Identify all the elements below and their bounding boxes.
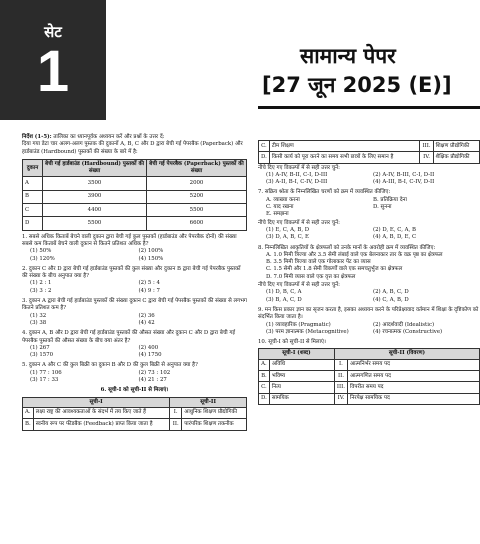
table-cell: 5500 (147, 204, 247, 217)
instructions-text: तालिका का ध्यानपूर्वक अध्ययन करें और प्रश्नों के उत्तर दें: (53, 134, 165, 140)
table-cell: II. (170, 419, 182, 430)
option: (3) B, A, C, D (266, 296, 302, 303)
question-7 (258, 189, 480, 241)
table-row (23, 190, 247, 203)
exam-date: [27 जून 2025 (E)] (262, 73, 452, 97)
table-cell: शैक्षिक प्रौद्योगिकी (433, 152, 479, 163)
option: (3) 38 (30, 319, 47, 326)
option: (4) 9 : 7 (138, 287, 160, 294)
table-cell: C. (259, 382, 270, 393)
question-stem: 9. मन किस प्रकार ज्ञान का सृजन करता है, इसका अध्ययन करने के परिप्रेक्ष्यवाद वर्तमान में शिक्षा के दृष्टिकोण को संदर्भित किया जाता है। (258, 306, 479, 321)
table-cell: I. (334, 359, 347, 370)
option: (2) A, B, C, D (373, 289, 409, 296)
statement-list (258, 197, 480, 219)
question-6 (22, 387, 247, 430)
table-cell: B. (23, 419, 34, 430)
option: (3) 3 : 2 (30, 287, 52, 294)
option: (3) 120% (30, 255, 55, 262)
left-column (22, 134, 247, 431)
option: (1) व्यावहारिक (Pragmatic) (266, 321, 331, 328)
option: (4) 21 : 27 (138, 377, 167, 384)
instructions (22, 134, 247, 156)
header-rule (258, 106, 480, 109)
option: (2) 100% (138, 248, 164, 255)
table-cell: IV. (420, 152, 433, 163)
question-3 (22, 298, 247, 327)
question-2 (22, 266, 247, 295)
table-cell: III. (334, 382, 347, 393)
question-4 (22, 330, 247, 359)
option: (4) A-III, B-I, C-IV, D-II (373, 179, 435, 186)
question-10 (258, 339, 480, 405)
question-options (258, 172, 480, 187)
table-row (259, 371, 480, 382)
question-stem: 10. सूची-I को सूची-II से मिलाएं। (258, 339, 326, 346)
table-cell: 2000 (147, 177, 247, 190)
answer-prompt: नीचे दिए गए विकल्पों में से सही उत्तर चुनें: (258, 164, 340, 171)
statement-list (258, 252, 480, 281)
table-header: बेची गई हार्डबाउंड (Hardbound) पुस्तकों की संख्या (43, 159, 147, 177)
table-cell: भविष्य (269, 371, 334, 382)
question-9 (258, 307, 480, 336)
option: (1) D, B, C, A (266, 289, 302, 296)
page-title: सामान्य पेपर (300, 44, 396, 68)
instructions-label: निर्देश (1-5): (22, 134, 52, 140)
question-5 (22, 362, 247, 384)
table-cell: 6600 (147, 217, 247, 230)
table-cell: आत्मगणित समय पद (348, 371, 480, 382)
option: (3) A-II, B-I, C-IV, D-III (266, 179, 328, 186)
table-header: दुकान (23, 159, 43, 177)
table-cell: 4400 (43, 204, 147, 217)
table-row (259, 382, 480, 393)
option: (1) 50% (30, 248, 52, 255)
list-item: B. 3.5 मिमी त्रिज्या वाले एक गोलाकार पेंट का व्यास (266, 259, 371, 266)
option: (2) 5 : 4 (138, 280, 160, 287)
table-cell: I. (170, 407, 182, 418)
option: (3) 17 : 33 (30, 377, 59, 384)
option: (2) 73 : 102 (138, 369, 171, 376)
option: (4) 42 (138, 319, 155, 326)
table-cell: C. (259, 141, 270, 152)
question-stem: 4. दुकान A, B और D द्वारा बेची गई हार्डबाउंड पुस्तकों की औसत संख्या और दुकान C और D द्वारा बेची गई पेपरबैक पुस्तकों की औसत संख्या के बीच क्या अंतर है? (22, 330, 236, 344)
table-cell: 3900 (43, 190, 147, 203)
option: (1) 32 (30, 312, 47, 319)
table-cell: A (23, 177, 43, 190)
instructions-detail: दिया गया डेटा चार अलग-अलग पुस्तक की दुकानों A, B, C और D द्वारा बेची गई पेपरबैक (Paperback) और हार्डबाउंड (Hardbound) पुस्तकों की संख्या के बारे में है: (22, 141, 243, 155)
option: (3) 1570 (30, 352, 54, 359)
table-header-row (259, 349, 480, 359)
set-label: सेट (44, 23, 62, 41)
table-row (23, 407, 247, 418)
option: (4) A, B, D, E, C (373, 234, 417, 241)
table-row (23, 177, 247, 190)
list-item: B. प्रतिक्रिया देना (373, 196, 407, 203)
table-header: सूची-II (170, 397, 247, 407)
right-column (258, 140, 480, 405)
option: (4) 150% (138, 255, 164, 262)
table-cell: अविधि (269, 359, 334, 370)
table-cell: A. (23, 407, 34, 418)
question-stem: 8. निम्नलिखित आकृतियों के क्षेत्रफलों को उनके मानों के अवरोही क्रम में व्यवस्थित कीजिए: (258, 244, 436, 251)
option: (4) 1750 (138, 352, 162, 359)
table-cell: B. (259, 371, 270, 382)
table-header-row (23, 159, 247, 177)
table-row (259, 393, 480, 404)
sales-table (22, 159, 247, 231)
table-row (259, 359, 480, 370)
question-options (22, 345, 247, 360)
table-cell: नित्य (269, 382, 334, 393)
table-cell: D. (259, 152, 270, 163)
question-stem: 2. दुकान C और D द्वारा बेची गई हार्डबाउंड पुस्तकों की कुल संख्या और दुकान B द्वारा बेची गई पेपरबैक पुस्तकों की संख्या के बीच अनुपात क्या है? (22, 265, 241, 280)
question-8 (258, 245, 480, 304)
list-item: D. सुनना (373, 204, 392, 211)
question-stem: 5. दुकान A और C की कुल बिक्री का दुकान B और D की कुल बिक्री से अनुपात क्या है? (22, 362, 198, 369)
set-number: 1 (36, 39, 70, 104)
option: (1) E, C, A, B, D (266, 226, 310, 233)
table-cell: निरपेक्ष सामयिक पद (348, 393, 480, 404)
question-options (258, 227, 480, 242)
option: (3) D, A, B, C, E (266, 234, 309, 241)
question-options (22, 280, 247, 295)
option: (1) 77 : 106 (30, 369, 62, 376)
table-cell: D. (259, 393, 270, 404)
table-cell: सामयिक (269, 393, 334, 404)
question-1 (22, 234, 247, 263)
table-header: सूची-II (विवरण) (334, 349, 479, 359)
option: (3) परम ज्ञानात्मक (Metacognitive) (266, 328, 349, 335)
table-cell: किसी कार्य को पूरा करने का समय सभी छात्रों के लिए समान है (269, 152, 420, 163)
table-cell: लक्ष्य राष्ट्र की आवश्यकताओं के संदर्भ में तय किए जाते हैं (33, 407, 170, 418)
table-cell: टीम शिक्षण (269, 141, 420, 152)
answer-prompt: नीचे दिए गए विकल्पों में से सही उत्तर चुनें: (258, 282, 340, 289)
option: (1) A-IV, B-II, C-I, D-III (266, 171, 328, 178)
option: (2) आदर्शवादी (Idealistic) (373, 321, 435, 328)
table-cell: शिक्षण प्रौद्योगिकी (433, 141, 479, 152)
list-item: C. 1.5 सेमी और 1.8 सेमी विकर्णों वाले एक समचतुर्भुज का क्षेत्रफल (266, 266, 403, 273)
table-cell: विपरीत समय पद (348, 382, 480, 393)
question-stem: 7. सक्रिय श्रोता के निम्नलिखित चरणों को क्रम में व्यवस्थित कीजिए: (258, 189, 391, 196)
question-options (258, 289, 480, 304)
list-item: E. समझना (266, 211, 289, 218)
table-cell: 5200 (147, 190, 247, 203)
table-cell: B (23, 190, 43, 203)
question-stem: 3. दुकान A द्वारा बेची गई हार्डबाउंड पुस्तकों की संख्या दुकान C द्वारा बेची गई पेपरबैक पुस्तकों की संख्या से लगभग कितने प्रतिशत कम है? (22, 298, 247, 312)
question-options (22, 370, 247, 385)
table-row (259, 141, 480, 152)
match-table-continued (258, 140, 480, 164)
table-cell: III. (420, 141, 433, 152)
option: (1) 267 (30, 344, 50, 351)
answer-prompt: नीचे दिए गए विकल्पों में से सही उत्तर चुनें: (258, 219, 340, 226)
list-item: C. याद रखना (266, 204, 294, 211)
option: (2) A-IV, B-III, C-I, D-II (373, 171, 435, 178)
table-cell: 3500 (43, 177, 147, 190)
option: (2) 36 (138, 312, 155, 319)
list-item: D. 7.0 मिमी व्यास वाले एक वृत्त का क्षेत्रफल (266, 273, 356, 280)
list-item: A. व्याख्या करना (266, 196, 300, 203)
table-cell: पारंपरिक शिक्षण तकनीक (182, 419, 247, 430)
set-badge (0, 0, 106, 120)
table-cell: A. (259, 359, 270, 370)
table-cell: C (23, 204, 43, 217)
option: (4) C, A, B, D (373, 296, 409, 303)
question-stem: 6. सूची-I को सूची-II से मिलाएं। (100, 387, 169, 394)
question-options (258, 322, 480, 337)
table-cell: IV. (334, 393, 347, 404)
table-cell: आधुनिक शिक्षण प्रौद्योगिकी (182, 407, 247, 418)
table-row (259, 152, 480, 163)
table-row (23, 204, 247, 217)
question-options (22, 313, 247, 328)
option: (1) 2 : 1 (30, 280, 52, 287)
table-header-row (23, 397, 247, 407)
option: (4) रचनात्मक (Constructive) (373, 328, 443, 335)
table-cell: D (23, 217, 43, 230)
question-options (22, 248, 247, 263)
table-row (23, 217, 247, 230)
question-stem: 1. सबसे अधिक किताबें बेचने वाली दुकान द्वारा बेची गई कुल पुस्तकों (हार्डबाउंड और पेपरबैक दोनों) की संख्या सबसे कम किताबें बेचने वाली दुकान से कितने प्रतिशत अधिक है? (22, 233, 237, 247)
table-cell: II. (334, 371, 347, 382)
table-cell: 5500 (43, 217, 147, 230)
match-table (258, 348, 480, 404)
option: (2) D, E, C, A, B (373, 226, 416, 233)
table-row (23, 419, 247, 430)
table-header: बेची गई पेपरबैक (Paperback) पुस्तकों की संख्या (147, 159, 247, 177)
table-cell: स्वनीय रूप पर फीडबैक (Feedback) प्राप्त किया जाता है (33, 419, 170, 430)
table-cell: आत्मनिर्भर समय पद (348, 359, 480, 370)
option: (2) 400 (138, 344, 159, 351)
list-item: A. 1.0 मिमी त्रिज्या और 3.5 सेमी लंबाई वाले एक बेलनाकार तार के वक्र पृष्ठ का क्षेत्रफल (266, 251, 443, 258)
match-table (22, 397, 247, 431)
table-header: सूची-I (23, 397, 170, 407)
table-header: सूची-I (शब्द) (259, 349, 335, 359)
